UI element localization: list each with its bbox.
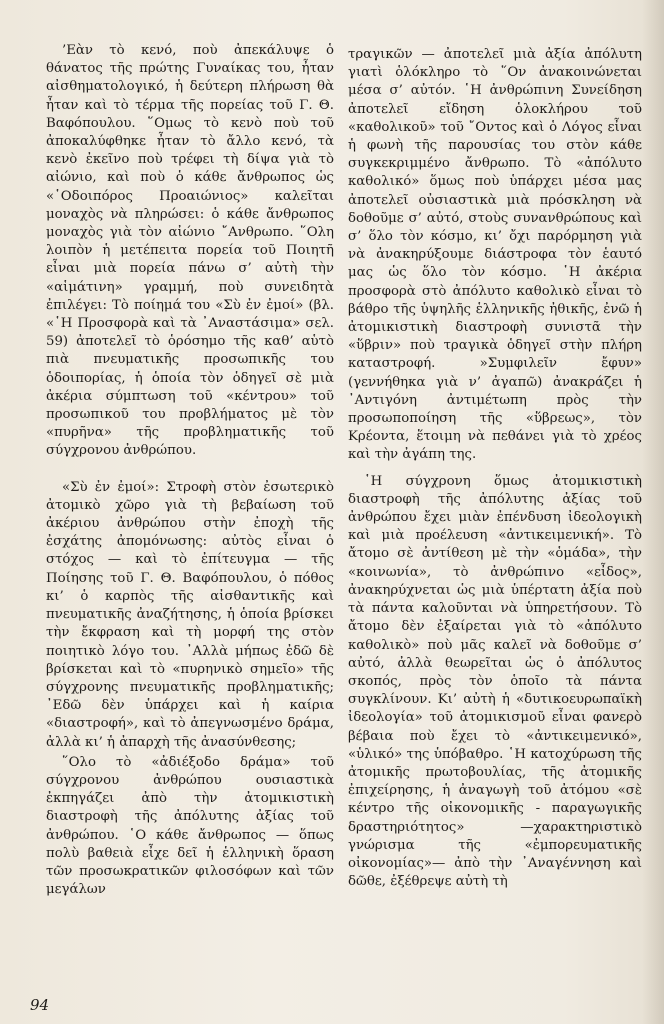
paragraph: «Σὺ ἐν ἐμοί»: Στροφὴ στὸν ἐσωτερικὸ ἀτομικὸ χῶρο γιὰ τὴ βεβαίωση τοῦ ἀκέριου ἀνθρώπου στὴν ἐποχὴ τῆς ἐσχάτης ἀπομόνωσης: αὐτὸς εἶναι ὁ στόχος — καὶ τὸ ἐπίτευγμα — τῆς Ποίησης τοῦ Γ. Θ. Βαφόπουλου, ὁ πόθος κι’ ὁ καρπὸς τῆς αἰσθαντικῆς καὶ πνευματικῆς ἀναζήτησης, ἡ ὁποία βρίσκει τὴν ἔκφραση καὶ τὴ μορφή της στὸν ποιητικὸ λόγο του. ᾿Αλλὰ μήπως ἐδῶ δὲ βρίσκεται καὶ τὸ «πυρηνικὸ σημεῖο» τῆς σύγχρονης πνευματικῆς προβληματικῆς; ᾿Εδῶ δὲν ὑπάρχει καὶ ἡ καίρια «διαστροφή», καὶ τὸ ἀπεγνωσμένο δράμα, ἀλλὰ κι’ ἡ ἀπαρχὴ τῆς ἀνασύνθεσης; (46, 479, 334, 750)
page-edge-shadow (642, 0, 664, 1024)
right-column (348, 46, 642, 891)
paragraph: ’Εὰν τὸ κενό, ποὺ ἀπεκάλυψε ὁ θάνατος τῆς πρώτης Γυναίκας του, ἦταν αἰσθηματολογικό, ἡ δεύτερη πλήρωση θὰ ἦταν καὶ τὸ τέρμα τῆς πορείας τοῦ Γ. Θ. Βαφόπουλου. ῞Ομως τὸ κενὸ ποὺ τοῦ ἀποκαλύφθηκε ἦταν τὸ ἄλλο κενό, τὰ κενὸ ἐκεῖνο ποὺ τρέφει τὴ δίψα γιὰ τὸ αἰώνιο, καὶ ποὺ ὁ κάθε ἄνθρωπος ὡς «῾Οδοιπόρος Προαιώνιος» καλεῖται μοναχὸς νὰ πληρώσει: ὁ κάθε ἄνθρωπος μοναχὸς γιὰ τὸν αἰώνιο ῎Ανθρωπο. ῞Ολη λοιπὸν ἡ μετέπειτα πορεία τοῦ Ποιητῆ εἶναι μιὰ πορεία πάνω σ’ αὐτὴ τὴν «αἱμάτινη» γραμμή, ποὺ συνειδητὰ ἐπιλέγει: Τὸ ποίημά του «Σὺ ἐν ἐμοί» (βλ. «῾Η Προσφορὰ καὶ τὰ ᾿Αναστάσιμα» σελ. 59) ἀποτελεῖ τὸ ὁρόσημο τῆς καθ’ αὑτὸ πιὰ πνευματικῆς προσωπικῆς του ὁδοιπορίας, ἡ ὁποία τὸν ὁδηγεῖ σὲ μιὰ ἀκέρια σύμπτωση τοῦ «κέντρου» τοῦ προσωπικοῦ του προβλήματος μὲ τὸν «πυρῆνα» τῆς προβληματικῆς τοῦ σύγχρονου ἀνθρώπου. (46, 43, 334, 459)
paragraph: ῞Ολο τὸ «ἀδιέξοδο δράμα» τοῦ σύγχρονου ἀνθρώπου ουσιαστικὰ ἐκπηγάζει ἀπὸ τὴν ἀτομικιστικὴ διαστροφὴ τῆς ἀπόλυτης ἀξίας τοῦ ἀνθρώπου. ῾Ο κάθε ἄνθρωπος — ὅπως πολὺ βαθειὰ εἶχε δεῖ ἡ ἑλληνικὴ ὅραση τῶν προσωκρατικῶν φιλοσόφων καὶ τῶν μεγάλων (46, 754, 334, 898)
paragraph: τραγικῶν — ἀποτελεῖ μιὰ ἀξία ἀπόλυτη γιατὶ ὁλόκληρο τὸ ῞Ον ἀνακοινώνεται μέσα σ’ αὐτόν. ῾Η ἀνθρώπινη Συνείδηση ἀποτελεῖ εἴδηση ὁλοκλήρου τοῦ «καθολικοῦ» τοῦ ῎Οντος καὶ ὁ Λόγος εἶναι ἡ φωνὴ τῆς παρουσίας του στὸν κάθε συγκεκριμμένο ἄνθρωπο. Τὸ «ἀπόλυτο καθολικό» ὅμως ποὺ ὑπάρχει μέσα μας ἀποτελεῖ οὐσιαστικὰ μιὰ πρόσκληση νὰ δοθοῦμε σ’ αὐτό, στοὺς συνανθρώπους καὶ σ’ ὅλο τὸν κόσμο, κι’ ὄχι παρόρμηση γιὰ νὰ ἀνακηρύξουμε διάστροφα τὸν ἑαυτό μας ὡς ὅλο τὸν κόσμο. ῾Η ἀκέρια προσφορὰ στὸ ἀπόλυτο καθολικὸ εἶναι τὸ βάθρο τῆς ὑψηλῆς ἑλληνικῆς ἠθικῆς, ἐνῶ ἡ ἀτομικιστικὴ διαστροφὴ συνιστᾶ τὴν «ὕβριν» ποὺ τραγικὰ ὁδηγεῖ στὴν πλήρη καταστροφή. »Συμφιλεῖν ἔφυν» (γεννήθηκα γιὰ ν’ ἀγαπῶ) ἀνακράζει ἡ ᾿Αντιγόνη ἀντιμέτωπη πρὸς τὴν προσωποποίηση τῆς «ὕβρεως», τὸν Κρέοντα, ἕτοιμη νὰ πεθάνει γιὰ τὸ χρέος καὶ τὴν ἀγάπη της. (348, 47, 642, 463)
page-number: 94 (30, 996, 50, 1014)
left-column (46, 42, 334, 899)
paragraph: ῾Η σύγχρονη ὅμως ἀτομικιστικὴ διαστροφὴ τῆς ἀπόλυτης ἀξίας τοῦ ἀνθρώπου ἔχει μιὰν ἐπένδυση ἰδεολογικὴ καὶ μιὰ προέλευση «ἀντικειμενική». Τὸ ἄτομο σὲ ἀντίθεση μὲ τὴν «ὁμάδα», τὴν «κοινωνία», τὸ ἀνθρώπινο «εἶδος», ἀνακηρύχνεται ὡς μιὰ ὑπέρτατη ἀξία ποὺ τὰ πάντα καλοῦνται νὰ ὑπηρετήσουν. Τὸ ἄτομο δὲν ἐξαίρεται γιὰ τὸ «ἀπόλυτο καθολικὸ» ποὺ μᾶς καλεῖ νὰ δοθοῦμε σ’ αὐτό, ἀλλὰ θεωρεῖται ὡς ὁ ἀπόλυτος σκοπός, πρὸς τὸν ὁποῖο τὰ πάντα συγκλίνουν. Κι’ αὐτὴ ἡ «δυτικοευρωπαϊκὴ ἰδεολογία» τοῦ ἀτομικισμοῦ εἶναι φανερὸ βέβαια ποὺ ἔχει τὸ «ἀντικειμενικό», «ὑλικό» της ὑπόβαθρο. ῾Η κατοχύρωση τῆς ἀτομικῆς πρωτοβουλίας, τῆς ἀτομικῆς ἐπιχείρησης, ἡ ἀναγωγὴ τοῦ ἀτόμου «σὲ κέντρο τῆς οἰκονομικῆς - παραγωγικῆς δραστηριότητος» —χαρακτηριστικὸ γνώρισμα τῆς «ἐμπορευματικῆς οἰκονομίας»— ἀπὸ τὴν ᾿Αναγέννηση καὶ δῶθε, ἐξέθρεψε αὐτὴ τὴ (348, 473, 642, 890)
